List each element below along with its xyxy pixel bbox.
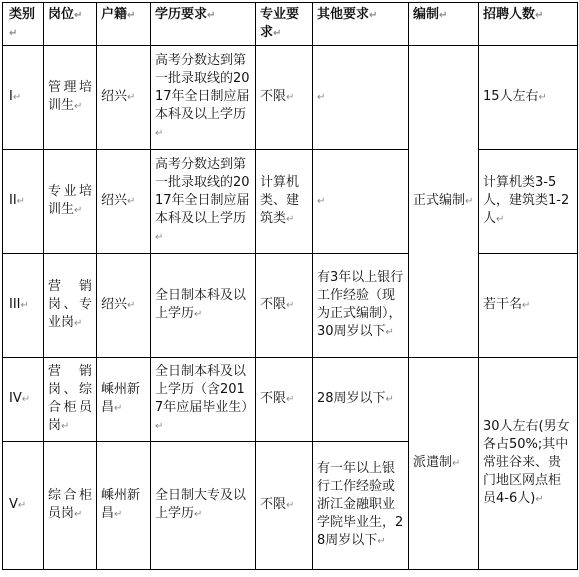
table-row — [3, 150, 578, 254]
header-count: 招聘人数↵ — [479, 3, 578, 46]
hukou-cell: 嵊州新昌↵ — [97, 442, 151, 570]
major-cell: 不限↵ — [256, 254, 313, 358]
other-cell: 有3年以上银行工作经验（现为正式编制），30周岁以下↵ — [313, 254, 409, 358]
position-cell: 专业培训生↵ — [44, 150, 97, 254]
other-cell: ↵ — [313, 150, 409, 254]
count-shared-cell: 30人左右(男女各占50%;其中常驻谷来、贵门地区网点柜员4-6人)↵ — [479, 358, 578, 570]
education-cell: 高考分数达到第一批录取线的2017年全日制应届本科及以上学历↵ — [151, 46, 256, 150]
header-hukou: 户籍↵ — [97, 3, 151, 46]
hukou-cell: 嵊州新昌↵ — [97, 358, 151, 442]
recruitment-table — [2, 2, 578, 570]
table-row — [3, 254, 578, 358]
other-cell: 有一年以上银行工作经验或浙江金融职业学院毕业生，28周岁以下↵ — [313, 442, 409, 570]
position-cell: 管理培训生↵ — [44, 46, 97, 150]
position-cell: 营销岗、综合柜员岗↵ — [44, 358, 97, 442]
education-cell: 全日制大专及以上学历↵ — [151, 442, 256, 570]
count-cell: 15人左右↵ — [479, 46, 578, 150]
category-cell: I↵ — [3, 46, 44, 150]
header-position: 岗位↵ — [44, 3, 97, 46]
position-cell: 综合柜员岗↵ — [44, 442, 97, 570]
staffing-dispatch-cell: 派遣制↵ — [409, 358, 479, 570]
header-other: 其他要求↵ — [313, 3, 409, 46]
category-cell: III↵ — [3, 254, 44, 358]
education-cell: 全日制本科及以上学历↵ — [151, 254, 256, 358]
table-row — [3, 358, 578, 442]
other-cell: 28周岁以下↵ — [313, 358, 409, 442]
major-cell: 计算机类、建筑类↵ — [256, 150, 313, 254]
count-cell: 若干名↵ — [479, 254, 578, 358]
category-cell: IV↵ — [3, 358, 44, 442]
education-cell: 高考分数达到第一批录取线的2017年全日制应届本科及以上学历↵ — [151, 150, 256, 254]
header-major: 专业要求↵ — [256, 3, 313, 46]
position-cell: 营销岗、专业岗↵ — [44, 254, 97, 358]
major-cell: 不限↵ — [256, 46, 313, 150]
header-category: 类别↵ — [3, 3, 44, 46]
major-cell: 不限↵ — [256, 358, 313, 442]
count-cell: 计算机类3-5人，建筑类1-2人↵ — [479, 150, 578, 254]
header-education: 学历要求↵ — [151, 3, 256, 46]
category-cell: V↵ — [3, 442, 44, 570]
table-row — [3, 46, 578, 150]
education-cell: 全日制本科及以上学历（含2017年应届毕业生）↵ — [151, 358, 256, 442]
hukou-cell: 绍兴↵ — [97, 254, 151, 358]
staffing-formal-cell: 正式编制↵ — [409, 46, 479, 358]
hukou-cell: 绍兴↵ — [97, 150, 151, 254]
header-row — [3, 3, 578, 46]
header-staffing: 编制↵ — [409, 3, 479, 46]
other-cell: ↵ — [313, 46, 409, 150]
major-cell: 不限↵ — [256, 442, 313, 570]
hukou-cell: 绍兴↵ — [97, 46, 151, 150]
category-cell: II↵ — [3, 150, 44, 254]
